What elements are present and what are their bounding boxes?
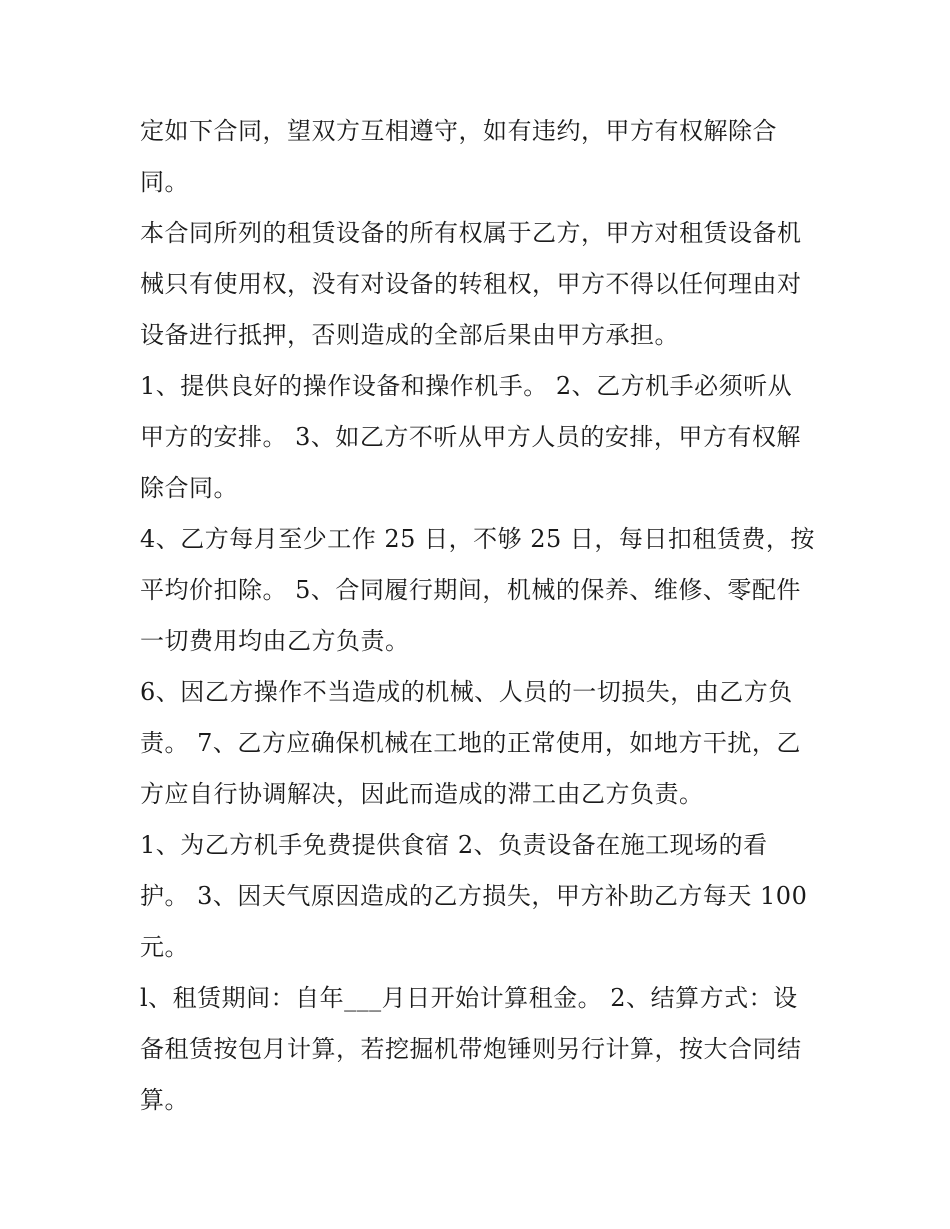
text-line: 4、乙方每月至少工作 25 日，不够 25 日，每日扣租赁费，按 [140,525,815,553]
paragraph-operator-duties [140,361,820,514]
text-line: 甲方的安排。 3、如乙方不听从甲方人员的安排，甲方有权解 [140,423,801,451]
text-line: 设备进行抵押，否则造成的全部后果由甲方承担。 [140,321,679,349]
paragraph-lessee-obligations [140,820,820,973]
paragraph-liability [140,667,820,820]
text-line: 平均价扣除。 5、合同履行期间，机械的保养、维修、零配件 [140,576,801,604]
text-line: 本合同所列的租赁设备的所有权属于乙方，甲方对租赁设备机 [140,219,802,247]
text-line: 备租赁按包月计算，若挖掘机带炮锤则另行计算，按大合同结 [140,1035,802,1063]
paragraph-working-days [140,514,820,667]
paragraph-lease-period-settlement [140,973,820,1126]
paragraph-termination-clause [140,106,820,208]
text-line: 1、为乙方机手免费提供食宿 2、负责设备在施工现场的看 [140,831,768,859]
text-line: 1、提供良好的操作设备和操作机手。 2、乙方机手必须听从 [140,372,793,400]
text-line: 同。 [140,168,189,196]
text-line: 算。 [140,1086,189,1114]
text-line: 元。 [140,933,189,961]
text-line: 护。 3、因天气原因造成的乙方损失，甲方补助乙方每天 100 [140,882,808,910]
text-line: 定如下合同，望双方互相遵守，如有违约，甲方有权解除合 [140,117,777,145]
document-body [140,106,820,1126]
text-line: 械只有使用权，没有对设备的转租权，甲方不得以任何理由对 [140,270,802,298]
text-line: 除合同。 [140,474,238,502]
text-line: l、租赁期间：自年___月日开始计算租金。 2、结算方式：设 [140,984,798,1012]
text-line: 方应自行协调解决，因此而造成的滞工由乙方负责。 [140,780,704,808]
paragraph-ownership-clause [140,208,820,361]
text-line: 责。 7、乙方应确保机械在工地的正常使用，如地方干扰，乙 [140,729,801,757]
text-line: 一切费用均由乙方负责。 [140,627,410,655]
text-line: 6、因乙方操作不当造成的机械、人员的一切损失，由乙方负 [140,678,793,706]
